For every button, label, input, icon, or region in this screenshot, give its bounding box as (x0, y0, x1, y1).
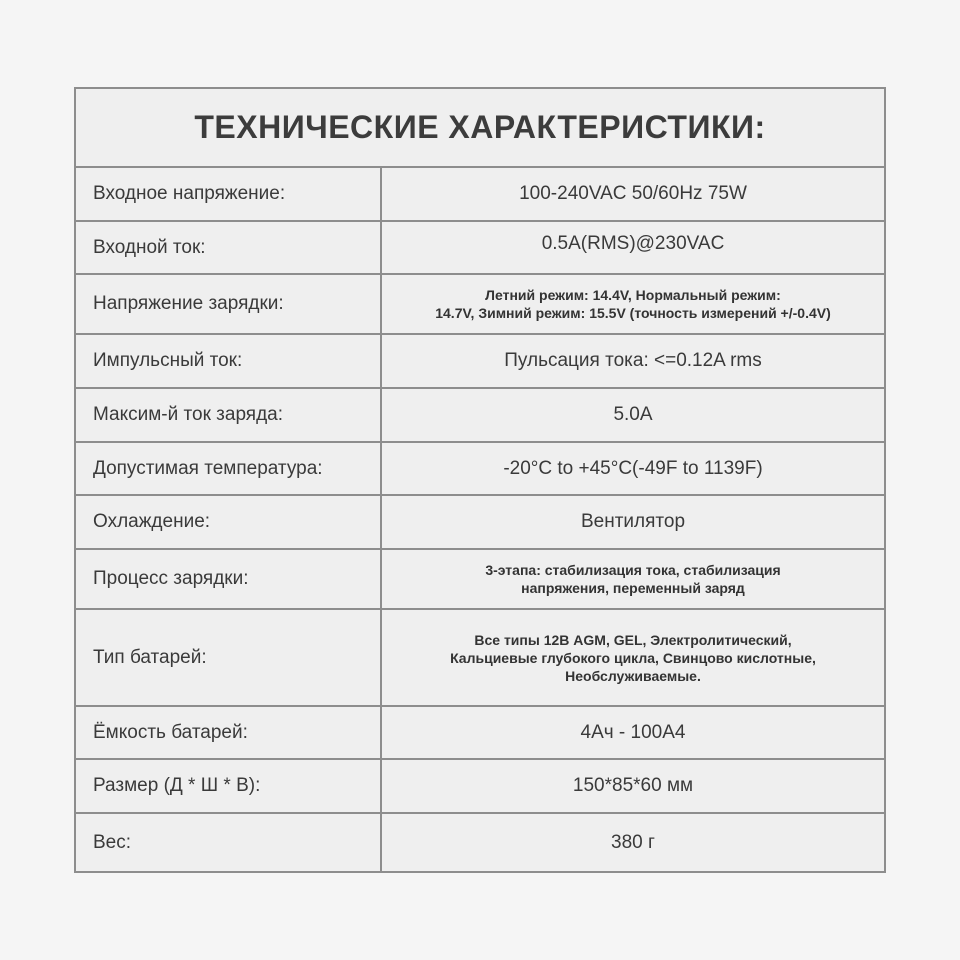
spec-table (74, 87, 886, 873)
spec-value-line: Все типы 12В AGM, GEL, Электролитический, (474, 631, 792, 648)
spec-value: 5.0A (613, 404, 653, 425)
spec-row-pulse-current (76, 335, 884, 389)
spec-value (382, 610, 884, 705)
spec-row-input-voltage (76, 168, 884, 222)
spec-value-line: Кальциевые глубокого цикла, Свинцово кислотные, (450, 649, 816, 666)
spec-value-line: 14.7V, Зимний режим: 15.5V (точность измерений +/-0.4V) (435, 305, 831, 321)
spec-row-charge-voltage (76, 275, 884, 335)
spec-label: Размер (Д * Ш * В): (76, 760, 382, 812)
spec-value: 0.5A(RMS)@230VAC (541, 232, 725, 254)
spec-value (382, 275, 884, 333)
spec-label: Допустимая температура: (76, 443, 382, 494)
spec-row-battery-type (76, 610, 884, 707)
table-title: ТЕХНИЧЕСКИЕ ХАРАКТЕРИСТИКИ: (194, 109, 766, 145)
spec-label: Вес: (76, 814, 382, 871)
spec-row-dimensions (76, 760, 884, 814)
spec-label: Напряжение зарядки: (76, 275, 382, 333)
spec-label: Охлаждение: (76, 496, 382, 548)
spec-value-line: Необслуживаемые. (565, 667, 701, 684)
spec-label: Процесс зарядки: (76, 550, 382, 608)
spec-value: Пульсация тока: <=0.12A rms (504, 350, 762, 371)
spec-label: Импульсный ток: (76, 335, 382, 387)
spec-label: Максим-й ток заряда: (76, 389, 382, 441)
spec-row-max-charge-current (76, 389, 884, 443)
spec-value: 380 г (611, 831, 655, 853)
spec-row-input-current (76, 222, 884, 275)
spec-value: 4Ач - 100А4 (580, 721, 686, 743)
spec-value-line: напряжения, переменный заряд (521, 580, 745, 596)
spec-value-line: Летний режим: 14.4V, Нормальный режим: (485, 287, 781, 303)
spec-value: Вентилятор (580, 511, 686, 532)
spec-value-line: 3-этапа: стабилизация тока, стабилизация (485, 562, 781, 578)
spec-row-temperature (76, 443, 884, 496)
spec-row-charging-process (76, 550, 884, 610)
spec-row-weight (76, 814, 884, 871)
title-row (76, 89, 884, 168)
spec-label: Входное напряжение: (76, 168, 382, 220)
spec-row-cooling (76, 496, 884, 550)
spec-value: 100-240VAC 50/60Hz 75W (519, 183, 747, 204)
spec-value: -20°C to +45°C(-49F to 1139F) (503, 457, 763, 479)
spec-label: Ёмкость батарей: (76, 707, 382, 758)
spec-value: 150*85*60 мм (572, 775, 694, 796)
spec-value (382, 550, 884, 608)
spec-row-battery-capacity (76, 707, 884, 760)
spec-label: Входной ток: (76, 222, 382, 273)
spec-label: Тип батарей: (76, 610, 382, 705)
